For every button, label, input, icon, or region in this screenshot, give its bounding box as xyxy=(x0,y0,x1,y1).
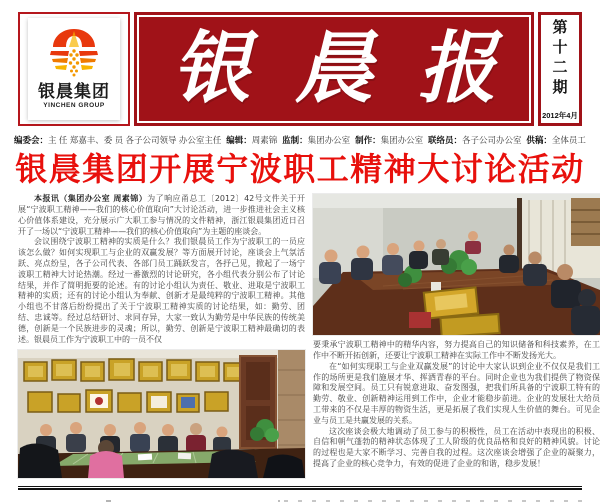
paragraph-2: 会议围绕宁波职工精神的实质是什么？我们银晨员工作为宁波职工的一员应该怎么做？如何实现职工与企业的双赢发展？等方面展开讨论，座谈会上气氛活跃、亮点纷呈，各子公司代表、各部门员工踊跃发言，各抒己见，掀起了一场宁波职工精神大讨论热潮。经过一番激烈的讨论研究，各小组代表分别公布了讨论结果，并作了简明扼要的论述。有的讨论小组认为责任、敬业、进取是宁波职工精神的实质；还有的讨论小组认为奉献、创新才是最纯粹的宁波职工精神。其他小组也不甘落后纷纷提出了关于宁波职工精神实质的讨论结果，如：勤劳、团结、忠诚等。经过总结研讨、求同存异，大家一致认为勤劳是中华民族的传统美德，创新是一个民族进步的灵魂；所以，勤劳、创新是宁波职工精神最确切的表述。银晨员工作为宁波职工中的一员不仅 xyxy=(18,237,305,344)
main-headline: 银晨集团开展宁波职工精神大讨论活动 xyxy=(15,151,585,187)
paragraph-4: 这次座谈会极大地调动了员工参与的积极性，员工在活动中表现出的积极、自信和朝气蓬勃的精神状态体现了工人阶级的优良品格和良好的精神风貌。讨论的过程也是大家不断学习、完善自我的过程。这次座谈会增强了企业的凝聚力，提高了企业的核心竞争力，有效的促进了企业的和谐，稳步发展！ xyxy=(313,426,600,468)
paragraph-1: 本报讯（集团办公室 周素锦）为了响应甬总工〔2012〕42号文件关于开展“宁波职工精神——我们的核心价值取向”大讨论活动，进一步推进社会主义核心价值体系建设，充分展示广大职工参与情况的文件精神，浙江银晨集团近日召开了一场以“宁波职工精神——我们的核心价值取向”为主题的座谈会。 xyxy=(18,194,305,236)
issue-date: 2012年4月 xyxy=(542,111,578,120)
article-text-right xyxy=(313,340,600,470)
company-name-cn: 银晨集团 xyxy=(38,82,110,103)
newspaper-title xyxy=(134,17,534,121)
photo-meeting-room-plaque-wall xyxy=(18,350,305,478)
credit-producer: 制作：集团办公室 xyxy=(355,135,424,145)
credit-supervisor: 监制：集团办公室 xyxy=(282,135,351,145)
yinchen-logo-icon xyxy=(45,29,103,81)
credit-editor: 编辑：周素锦 xyxy=(226,135,278,145)
masthead xyxy=(18,12,582,126)
company-logo-card xyxy=(28,18,120,120)
newspaper-page xyxy=(0,12,600,502)
title-char-1: 银 xyxy=(172,23,251,114)
issue-number: 第十二期 xyxy=(550,19,569,99)
credit-contributors: 供稿：全体员工 xyxy=(526,135,586,145)
section-divider-rule xyxy=(18,486,582,490)
cut-off-text-line xyxy=(18,494,582,502)
title-char-3: 报 xyxy=(417,23,496,114)
newspaper-title-banner xyxy=(134,12,534,126)
paragraph-2-continued: 要秉承宁波职工精神中的精华内容，努力提高自己的知识储备和科技素养，在工作中不断开拓创新，还要让宁波职工精神在实际工作中不断发扬光大。 xyxy=(313,340,600,360)
left-column xyxy=(18,194,305,478)
photo-conference-table-discussion xyxy=(313,194,600,335)
byline-lead: 本报讯（集团办公室 周素锦） xyxy=(34,194,148,204)
paragraph-3: 在“如何实现职工与企业双赢发展”的讨论中大家认识到企业不仅仅是我们工作的场所更是我们施展才华、挥洒青春的平台。同时企业也为我们提供了物资保障和发展空间。员工只有锐意进取、奋发图强，把我们所具备的宁波职工特有的勤劳、敬业、创新精神运用到工作中，企业才能稳步前进。企业的发展壮大给员工带来的不仅是丰厚的物资生活，更是拓展了我们实现人生价值的舞台。可见企业与员工是共赢发展的关系。 xyxy=(313,361,600,425)
right-column xyxy=(313,194,600,478)
company-logo xyxy=(18,12,130,126)
title-char-2: 晨 xyxy=(294,23,373,114)
issue-box xyxy=(538,12,582,126)
company-name-en: YINCHEN GROUP xyxy=(43,101,105,109)
credit-liaison: 联络员：各子公司办公室 xyxy=(427,135,522,145)
article-body xyxy=(18,194,600,478)
credit-editorial-board: 编委会：主 任 郑嘉丰、委 员 各子公司领导 办公室主任 xyxy=(14,135,222,145)
credits-line xyxy=(14,134,586,146)
article-text-left xyxy=(18,194,305,345)
